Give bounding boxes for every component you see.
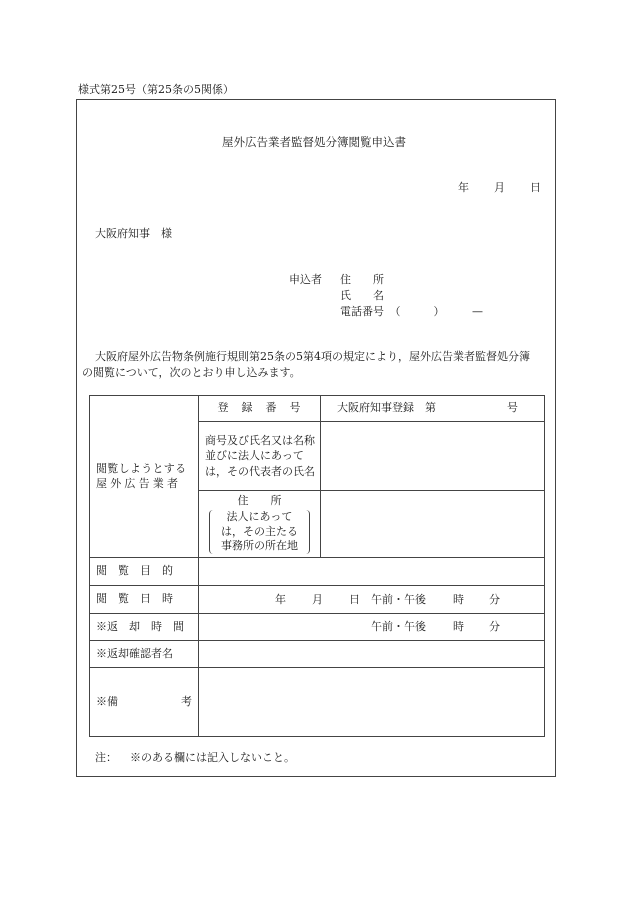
footnote-text: ※のある欄には記入しないこと。 bbox=[130, 751, 295, 764]
form-title: 屋外広告業者監督処分簿閲覧申込書 bbox=[222, 135, 406, 149]
datetime-month: 月 bbox=[312, 592, 323, 606]
applicant-phone-label: 電話番号 （ ） — bbox=[340, 305, 483, 318]
target-business-group-label bbox=[90, 396, 199, 558]
datetime-year: 年 bbox=[275, 592, 286, 606]
return-time-minute: 分 bbox=[489, 620, 500, 633]
return-time-label-cell bbox=[90, 614, 199, 641]
addressee: 大阪府知事 様 bbox=[95, 227, 172, 240]
datetime-hour: 時 bbox=[453, 592, 464, 606]
return-time-ampm: 午前・午後 bbox=[371, 620, 426, 633]
statement-line1: 大阪府屋外広告物条例施行規則第25条の5第4項の規定により，屋外広告業者監督処分簿 bbox=[95, 350, 530, 363]
reg-no-label-cell bbox=[199, 396, 321, 422]
applicant-address-label: 住 所 bbox=[340, 273, 384, 286]
datetime-minute: 分 bbox=[489, 592, 500, 606]
applicant-name-label: 氏 名 bbox=[340, 289, 384, 302]
group-label-line2: 屋外広告業者 bbox=[96, 476, 182, 490]
group-label-line1: 閲覧しようとする bbox=[96, 461, 187, 475]
reg-no-suffix: 号 bbox=[507, 401, 518, 415]
return-time-label: ※返 却 時 間 bbox=[96, 619, 184, 633]
remarks-label: ※備 bbox=[96, 694, 118, 708]
address-note-line1: 法人にあって bbox=[226, 509, 293, 523]
remarks-label-end: 考 bbox=[181, 694, 192, 708]
address-note-bracket bbox=[209, 510, 310, 555]
footnote-label: 注： bbox=[95, 751, 117, 764]
purpose-label-cell bbox=[90, 558, 199, 586]
datetime-day: 日 bbox=[349, 592, 360, 606]
date-month: 月 bbox=[494, 181, 505, 194]
date-day: 日 bbox=[530, 181, 541, 194]
remarks-label-cell bbox=[90, 668, 199, 737]
return-confirmer-label: ※返却確認者名 bbox=[96, 646, 173, 660]
reg-no-prefix: 大阪府知事登録 第 bbox=[337, 401, 436, 415]
return-time-hour: 時 bbox=[453, 620, 464, 633]
reg-no-value-cell[interactable] bbox=[321, 396, 545, 422]
statement-line2: の閲覧について，次のとおり申し込みます。 bbox=[82, 366, 301, 379]
remarks-value-cell[interactable] bbox=[199, 668, 545, 737]
trade-name-label-cell bbox=[199, 422, 321, 491]
address-note-line2: は，その主たる bbox=[221, 524, 298, 538]
application-table bbox=[89, 395, 545, 737]
address-note-line3: 事務所の所在地 bbox=[221, 539, 298, 553]
datetime-value-cell[interactable] bbox=[199, 586, 545, 614]
trade-name-value-cell[interactable] bbox=[321, 422, 545, 491]
address-value-cell[interactable] bbox=[321, 491, 545, 558]
return-time-value-cell[interactable] bbox=[199, 614, 545, 641]
purpose-label: 閲 覧 目 的 bbox=[96, 564, 173, 578]
trade-name-label: 商号及び氏名又は名称並びに法人にあっては，その代表者の氏名 bbox=[205, 433, 315, 478]
datetime-label-cell bbox=[90, 586, 199, 614]
return-confirmer-label-cell bbox=[90, 641, 199, 668]
datetime-label: 閲 覧 日 時 bbox=[96, 592, 173, 606]
datetime-ampm: 午前・午後 bbox=[371, 592, 426, 606]
return-confirmer-value-cell[interactable] bbox=[199, 641, 545, 668]
form-number: 様式第25号（第25条の5関係） bbox=[78, 83, 234, 96]
address-label-top: 住 所 bbox=[237, 493, 282, 507]
applicant-label: 申込者 bbox=[289, 273, 322, 286]
reg-no-label: 登 録 番 号 bbox=[217, 401, 302, 415]
address-label-cell bbox=[199, 491, 321, 558]
purpose-value-cell[interactable] bbox=[199, 558, 545, 586]
date-year: 年 bbox=[458, 181, 469, 194]
